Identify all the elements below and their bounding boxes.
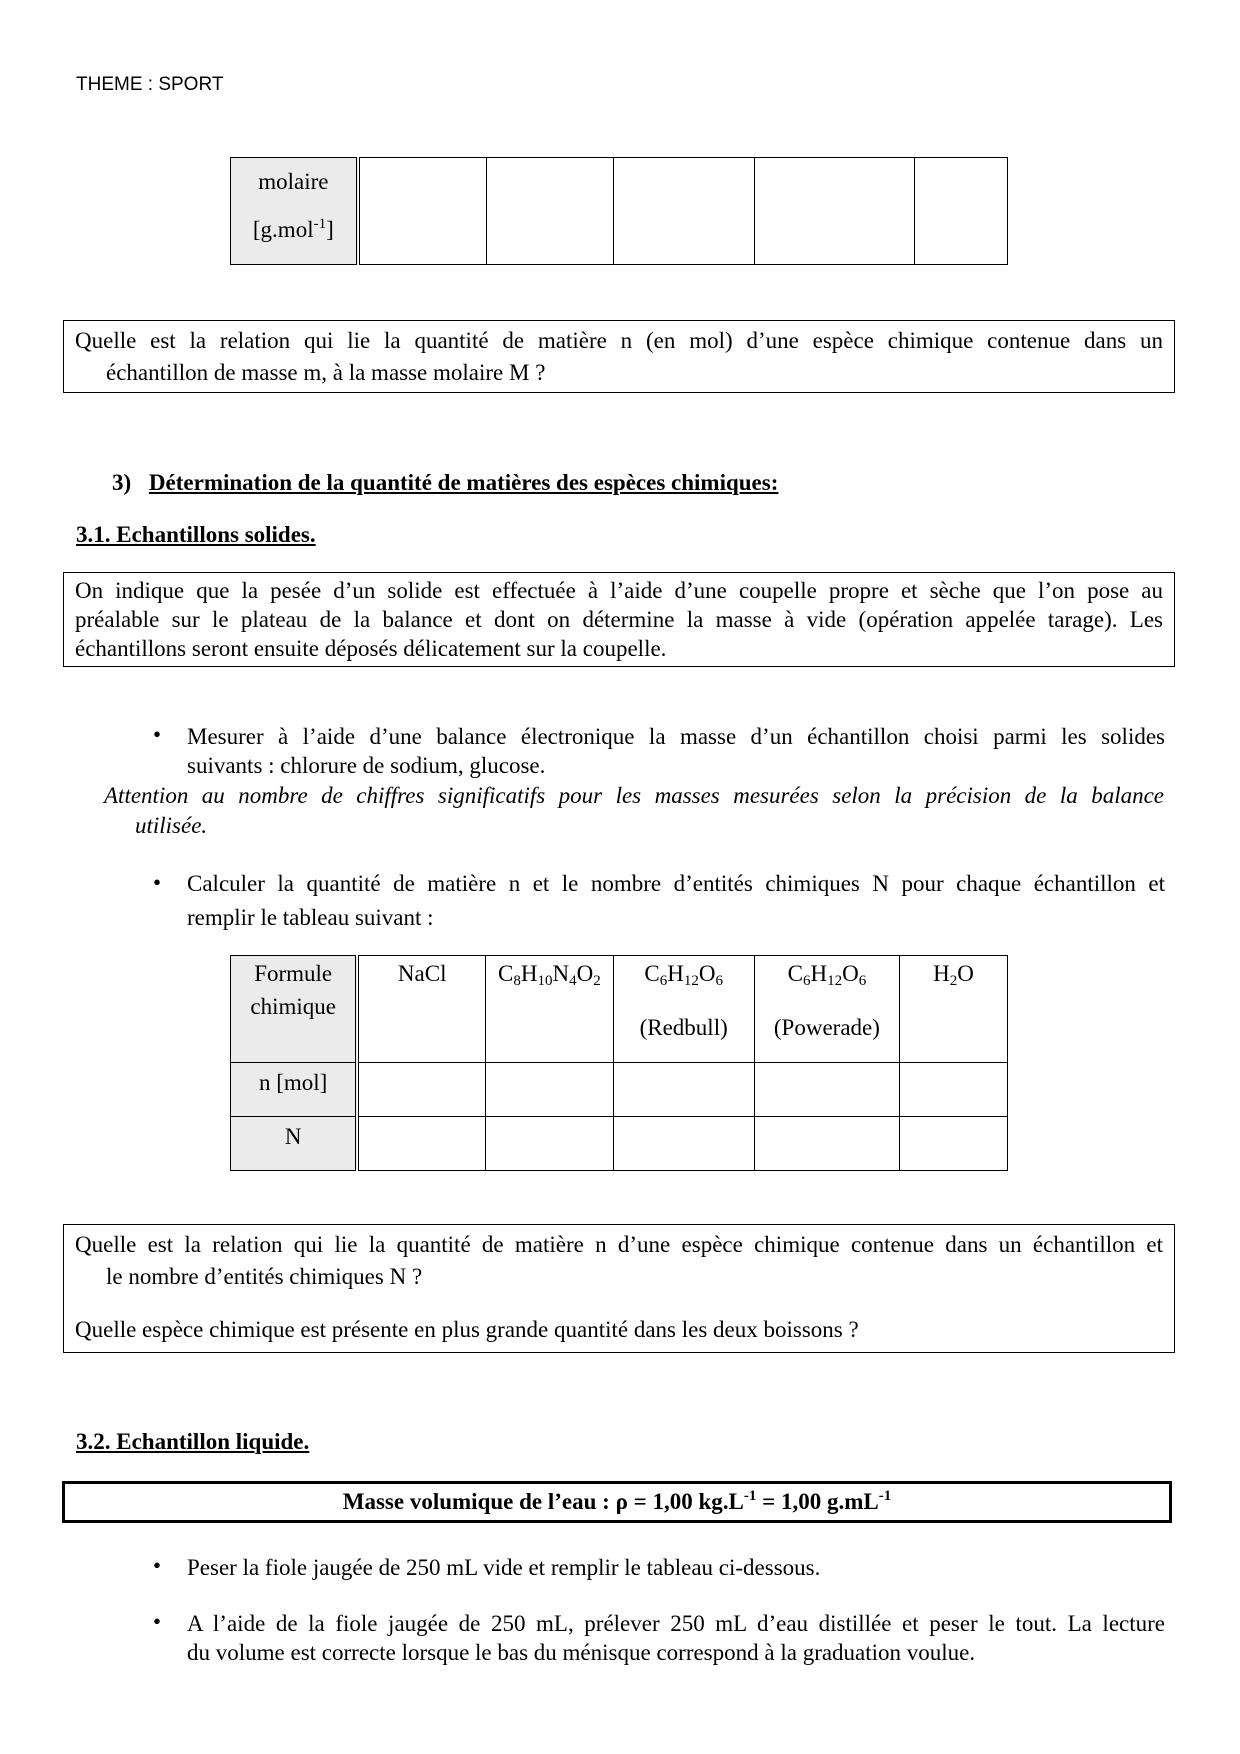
quantity-table	[230, 955, 1008, 1171]
section-3-2-heading: 3.2. Echantillon liquide.	[76, 1429, 310, 1454]
formula-caffeine: $C_8H_{10}N_4O_2$	[486, 956, 614, 1063]
formula-glucose-powerade: $C_6H_{12}O_6$ (Powerade)	[754, 956, 899, 1063]
formula-header: Formule chimique	[231, 956, 358, 1063]
table-cell[interactable]	[486, 1063, 614, 1117]
list-item: • A l’aide de la fiole jaugée de 250 mL, prélever 250 mL d’eau distillée et peser le tout. La lecture du volume est correcte lorsque le bas du ménisque correspond à la graduation voulue.	[153, 1609, 1165, 1665]
formula-glucose-redbull: $C_6H_{12}O_6$ (Redbull)	[613, 956, 754, 1063]
table-cell[interactable]	[754, 1063, 899, 1117]
page-header: THEME : SPORT	[76, 74, 224, 95]
row-label-N: N	[231, 1117, 358, 1171]
section-3-1-heading: 3.1. Echantillons solides.	[76, 522, 316, 547]
table-cell[interactable]	[900, 1117, 1008, 1171]
bullet-icon: •	[153, 1609, 162, 1634]
table-cell[interactable]	[357, 1117, 485, 1171]
tare-info-box: On indique que la pesée d’un solide est effectuée à l’aide d’une coupelle propre et sèche que l’on pose au préalable sur le plateau de la balance et dont on détermine la masse à vide (opération appelée tarage). Les échantillons seront ensuite déposés délicatement sur la coupelle.	[63, 572, 1175, 667]
molar-mass-table	[230, 157, 1008, 265]
table-cell[interactable]	[900, 1063, 1008, 1117]
row-label-n: n [mol]	[231, 1063, 358, 1117]
table-cell[interactable]	[486, 158, 613, 265]
table-cell[interactable]	[358, 158, 487, 265]
section-3-heading: 3) Détermination de la quantité de matières des espèces chimiques:	[112, 470, 779, 495]
table-cell[interactable]	[613, 1063, 754, 1117]
list-item: • Calculer la quantité de matière n et le nombre d’entités chimiques N pour chaque échantillon et remplir le tableau suivant :	[153, 870, 1165, 930]
list-item: • Mesurer à l’aide d’une balance électronique la masse d’un échantillon choisi parmi les solides suivants : chlorure de sodium, glucose.	[153, 722, 1165, 778]
question-box-1: Quelle est la relation qui lie la quantité de matière n (en mol) d’une espèce chimique contenue dans un échantillon de masse m, à la masse molaire M ?	[63, 320, 1175, 393]
bullet-icon: •	[153, 722, 162, 747]
bullet-icon: •	[153, 1553, 162, 1578]
table-cell[interactable]	[613, 1117, 754, 1171]
attention-note: Attention au nombre de chiffres significatifs pour les masses mesurées selon la précision de la balance utilisée.	[104, 783, 1164, 838]
formula-water: $H_2O$	[900, 956, 1008, 1063]
table-cell[interactable]	[357, 1063, 485, 1117]
molar-mass-label: molaire [g.mol$^{-1}$]	[231, 158, 358, 265]
density-box: Masse volumique de l’eau : ρ = 1,00 $kg.L^{-1} = 1,00$ $g.mL^{-1}$	[62, 1481, 1172, 1523]
formula-nacl: NaCl	[357, 956, 485, 1063]
table-cell[interactable]	[754, 1117, 899, 1171]
list-item: • Peser la fiole jaugée de 250 mL vide et remplir le tableau ci-dessous.	[153, 1553, 821, 1580]
table-cell[interactable]	[486, 1117, 614, 1171]
table-cell[interactable]	[613, 158, 754, 265]
table-cell[interactable]	[754, 158, 914, 265]
question-box-2: Quelle est la relation qui lie la quantité de matière n d’une espèce chimique contenue dans un échantillon et le nombre d’entités chimiques N ? Quelle espèce chimique est présente en plus grande quantité dans les deux boissons ?	[63, 1224, 1175, 1353]
bullet-icon: •	[153, 870, 162, 895]
table-cell[interactable]	[914, 158, 1007, 265]
